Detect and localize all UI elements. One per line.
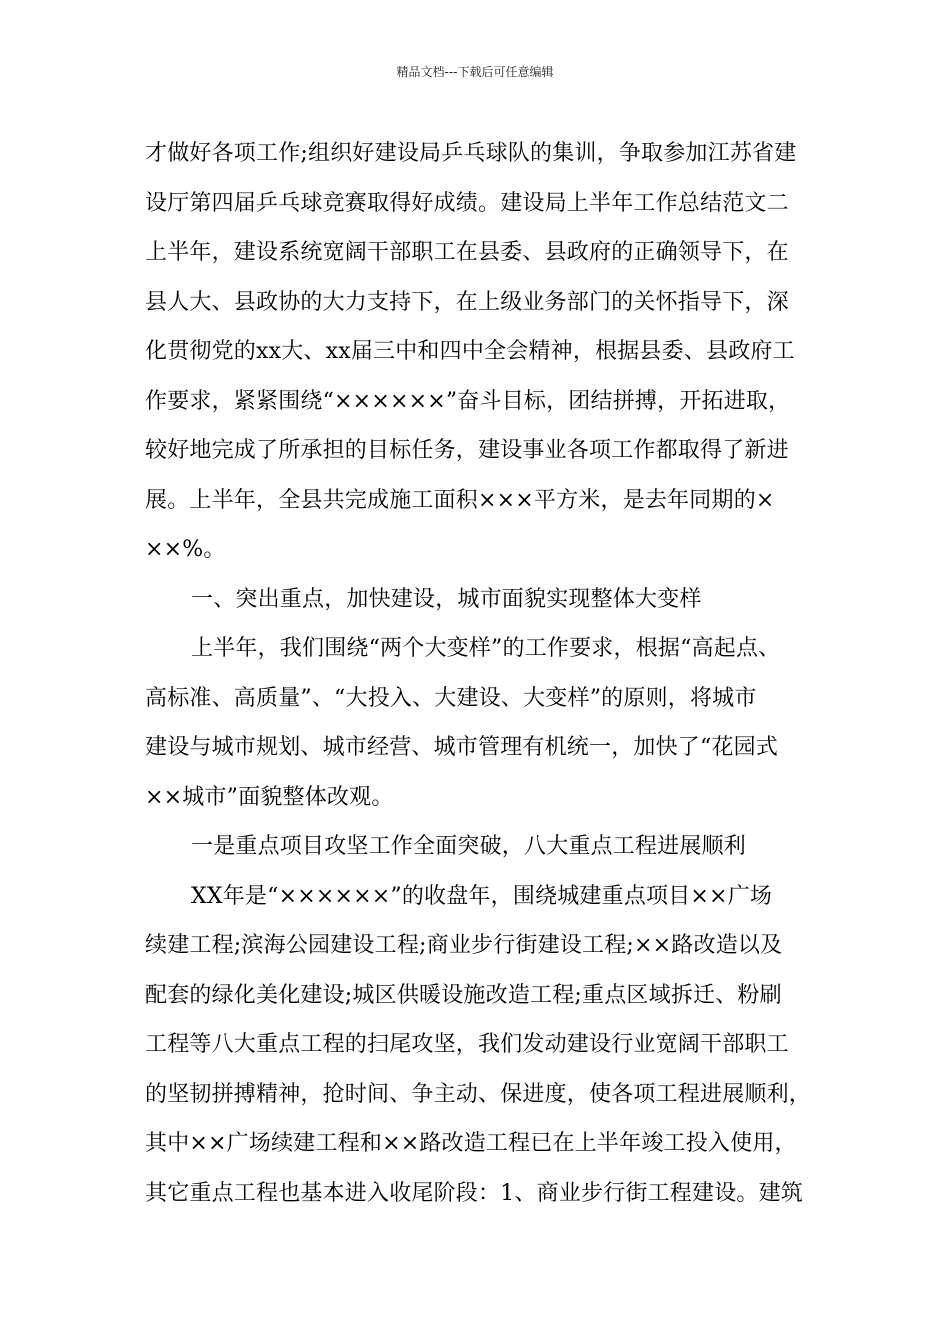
text-line: 作要求，紧紧围绕“××××××”奋斗目标，团结拼搏，开拓进取， (145, 388, 791, 414)
section-heading: 一、突出重点，加快建设，城市面貌实现整体大变样 (191, 586, 702, 612)
text-line: XX年是“××××××”的收盘年，围绕城建重点项目××广场 (191, 883, 773, 909)
text-line: 其它重点工程也基本进入收尾阶段：1、商业步行街工程建设。建筑 (145, 1180, 803, 1206)
text-line: 工程等八大重点工程的扫尾攻坚，我们发动建设行业宽阔干部职工 (145, 1032, 789, 1057)
text-line: 配套的绿化美化建设;城区供暖设施改造工程;重点区域拆迁、粉刷 (145, 982, 782, 1008)
text-line: 的坚韧拼搏精神，抢时间、争主动、保进度，使各项工程进展顺利， (145, 1081, 812, 1107)
text-line: ××%。 (145, 537, 226, 562)
text-line: 上半年，建设系统宽阔干部职工在县委、县政府的正确领导下，在 (145, 240, 789, 265)
text-line: 设厅第四届乒乓球竞赛取得好成绩。建设局上半年工作总结范文二 (145, 190, 789, 216)
text-line: 县人大、县政协的大力支持下，在上级业务部门的关怀指导下，深 (145, 289, 789, 315)
text-line: 展。上半年，全县共完成施工面积×××平方米，是去年同期的× (145, 487, 775, 513)
text-line: 建设与城市规划、城市经营、城市管理有机统一，加快了“花园式 (145, 735, 779, 760)
text-line: 高标准、高质量”、“大投入、大建设、大变样”的原则，将城市 (145, 685, 757, 711)
text-line: ××城市”面貌整体改观。 (145, 784, 394, 810)
text-line: 才做好各项工作;组织好建设局乒乓球队的集训，争取参加江苏省建 (145, 141, 797, 166)
page-header: 精品文档---下载后可任意编辑 (396, 65, 554, 79)
text-line: 其中××广场续建工程和××路改造工程已在上半年竣工投入使用， (145, 1131, 797, 1156)
subsection-heading: 一是重点项目攻坚工作全面突破，八大重点工程进展顺利 (191, 834, 747, 859)
document-body (145, 129, 835, 1218)
text-line: 上半年，我们围绕“两个大变样”的工作要求，根据“高起点、 (191, 636, 781, 661)
text-line: 续建工程;滨海公园建设工程;商业步行街建设工程;××路改造以及 (145, 933, 783, 958)
text-line: 较好地完成了所承担的目标任务，建设事业各项工作都取得了新进 (145, 438, 789, 463)
text-line: 化贯彻党的xx大、xx届三中和四中全会精神，根据县委、县政府工 (145, 339, 795, 364)
